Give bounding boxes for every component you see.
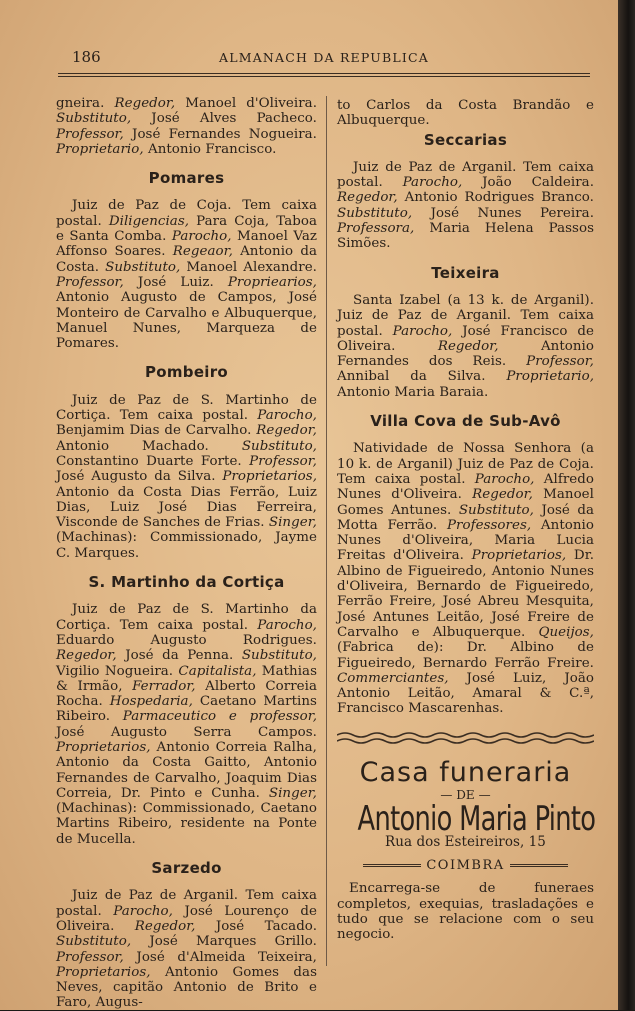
text-run: José da Motta Ferrão. [337, 502, 594, 533]
paragraph-villa-cova [337, 441, 594, 716]
text-run: Alberto Correia Rocha. [56, 678, 317, 710]
funeral-home-advertisement [337, 756, 596, 943]
text-run: Para Coja, Taboa e Santa Comba. [56, 213, 317, 245]
ad-city [337, 858, 594, 873]
role-label: Substituto, [105, 259, 181, 275]
text-run: Caetano Martins Ribeiro. [56, 694, 317, 725]
text-run: Benjamim Dias de Carvalho. [56, 423, 257, 439]
running-title: ALMANACH DA REPUBLICA [218, 50, 430, 65]
text-run: Mathias & Irmão, [56, 663, 317, 694]
text-run: José Augusto da Silva. [56, 469, 223, 485]
ornamental-divider [337, 729, 594, 747]
heading-pombeiro: Pombeiro [144, 363, 229, 382]
text-run: Natividade de Nossa Senhora (a 10 k. de Arganil) Juiz de Paz de Coja. Tem caixa postal. [337, 441, 594, 487]
paragraph-sarzedo [56, 888, 317, 1010]
role-label: Propriearios, [227, 274, 317, 290]
text-run: José Alves Pacheco. [131, 111, 317, 127]
page-header [58, 48, 590, 72]
ad-address: Rua dos Esteireiros, 15 [385, 833, 546, 850]
text-run: José Fernandes Nogueira. [123, 126, 317, 142]
text-run: Antonio da Costa. [56, 244, 318, 275]
text-run: Antonio Gomes das Neves, capitão Antonio de Brito e Faro, Augus- [56, 964, 317, 1011]
role-label: Regedor, [437, 338, 499, 354]
role-label: Professor, [56, 126, 124, 142]
role-label: Regedor, [256, 423, 317, 439]
text-run: Santa Izabel (a 13 k. de Arganil). Juiz de Paz de Arganil. Tem caixa postal. [337, 292, 594, 339]
heading-villa-cova: Villa Cova de Sub-Avô [370, 412, 561, 431]
role-label: Professor, [526, 354, 594, 370]
column-divider [326, 96, 327, 966]
role-label: Regedor, [56, 648, 117, 664]
role-label: Substituto, [458, 502, 534, 518]
heading-pomares: Pomares [148, 169, 225, 188]
book-spine-edge [618, 0, 635, 1010]
text-run: José Marques Grillo. [131, 934, 317, 950]
role-label: Diligencias, [108, 213, 190, 229]
text-run: Antonio Rodrigues Branco. [397, 190, 594, 206]
role-label: Parocho, [402, 175, 463, 191]
text-run: Juiz de Paz de Coja. Tem caixa postal. [56, 198, 317, 229]
role-label: Proprietarios, [56, 964, 151, 980]
page-number: 186 [72, 48, 101, 66]
role-label: Substituto, [241, 438, 317, 454]
role-label: Proprietario, [506, 369, 594, 385]
role-label: Parocho, [257, 617, 317, 633]
role-label: Substituto, [56, 934, 132, 950]
text-run: Vigilio Nogueira. [56, 663, 179, 679]
role-label: Professor, [56, 274, 124, 290]
role-label: Regedor, [114, 96, 176, 111]
role-label: Proprietarios, [471, 548, 567, 564]
text-run: Antonio da Costa Dias Ferrão, Luiz Dias, Luiz José Dias Ferreira, Visconde de Sanches de Frias. [56, 484, 317, 531]
right-column [337, 98, 594, 943]
text-run: José d'Almeida Teixeira, [123, 949, 317, 965]
text-run: José da Penna. [116, 648, 242, 664]
role-label: Parmaceutico e professor, [122, 709, 317, 725]
role-label: Proprietarios, [56, 739, 151, 755]
heading-sarzedo: Sarzedo [151, 859, 222, 878]
text-run: José Augusto Serra Campos. [56, 724, 317, 740]
role-label: Parocho, [113, 903, 173, 919]
text-run: Antonio Fernandes dos Reis. [337, 338, 594, 370]
paragraph-continuation-right [337, 98, 594, 129]
role-label: Regedor, [134, 918, 196, 934]
text-run: Antonio Machado. [56, 438, 242, 454]
paragraph-s-martinho [56, 602, 317, 847]
text-run: Dr. Albino de Figueiredo, Antonio Nunes d'Oliveira, Bernardo de Figueiredo, Ferrão Freire, José Abreu Mesquita, José Antunes Leitão, José Freire de Carvalho e Albuquerque. [337, 548, 594, 640]
text-run: Manoel Alexandre. [180, 259, 317, 275]
text-run: José Francisco de Oliveira. [337, 323, 594, 354]
text-run: José Lourenço de Oliveira. [56, 903, 317, 934]
text-run: Eduardo Augusto Rodrigues. [56, 632, 317, 648]
role-label: Commerciantes, [337, 670, 449, 686]
text-run: José Tacado. [195, 918, 317, 934]
role-label: Professor, [56, 949, 124, 965]
text-run: Juiz de Paz de Arganil. Tem caixa postal. [56, 888, 317, 919]
left-column [56, 96, 317, 1011]
role-label: Regedor, [472, 487, 533, 503]
text-run: Manoel d'Oliveira. [175, 96, 317, 111]
text-run: to Carlos da Costa Brandão e Albuquerque. [337, 98, 594, 129]
role-label: Substituto, [337, 205, 413, 221]
role-label: Parocho, [171, 229, 232, 245]
role-label: Professor, [249, 453, 317, 469]
paragraph-pomares [56, 198, 317, 351]
text-run: Antonio Nunes d'Oliveira, Maria Lucia Freitas d'Oliveira. [337, 517, 594, 564]
text-run: João Caldeira. [462, 175, 594, 191]
text-run: Antonio Correia Ralha, Antonio da Costa Gaitto, Antonio Fernandes de Carvalho, Joaquim Dias Correia, Dr. Pinto e Cunha. [56, 739, 317, 801]
text-run: Antonio Augusto de Campos, José Monteiro de Carvalho e Albuquerque, Manuel Nunes, Marqueza de Pomares. [56, 290, 317, 352]
role-label: Capitalista, [178, 663, 257, 679]
ad-city-label: COIMBRA [426, 858, 505, 874]
ad-proprietor-name: Antonio Maria Pinto [357, 798, 596, 839]
role-label: Proprietario, [56, 141, 144, 157]
role-label: Parocho, [474, 471, 535, 487]
text-run: Manoel Vaz Affonso Soares. [56, 229, 317, 260]
text-run: Maria Helena Passos Simões. [337, 221, 594, 252]
text-run: gneira. [56, 96, 115, 111]
ad-title: Casa funeraria [359, 756, 572, 788]
role-label: Ferrador, [132, 678, 196, 694]
role-label: Professores, [446, 517, 532, 533]
text-run: José Luiz. [123, 274, 228, 290]
role-label: Queijos, [538, 624, 594, 640]
text-run: Alfredo Nunes d'Oliveira. [337, 471, 594, 503]
paragraph-seccarias [337, 160, 594, 252]
role-label: Substituto, [241, 648, 317, 664]
paragraph-teixeira [337, 293, 594, 400]
text-run: José Luiz, João Antonio Leitão, Amaral & C.ª, Francisco Mascarenhas. [337, 670, 594, 717]
role-label: Professora, [337, 221, 415, 237]
text-run: Antonio Francisco. [143, 141, 277, 157]
text-run: Juiz de Paz de S. Martinho de Cortiça. Tem caixa postal. [56, 392, 317, 424]
role-label: Proprietarios, [222, 469, 317, 485]
role-label: Parocho, [257, 408, 317, 424]
role-label: Singer, [268, 785, 317, 801]
heading-teixeira: Teixeira [431, 263, 500, 282]
header-rule [58, 73, 590, 77]
text-run: Annibal da Silva. [337, 369, 507, 385]
text-run: (Fabrica de): Dr. Albino de Figueiredo, Bernardo Ferrão Freire. [337, 640, 594, 671]
ad-description: Encarrega-se de funeraes completos, exequias, trasladações e tudo que se relacione com o seu negocio. [337, 881, 594, 943]
ad-de: — DE — [440, 788, 491, 803]
heading-seccarias: Seccarias [423, 130, 508, 149]
role-label: Regedor, [337, 190, 398, 206]
text-run: (Machinas): Commissionado, Caetano Martins Ribeiro, residente na Ponte de Mucella. [56, 801, 317, 847]
heading-s-martinho: S. Martinho da Cortiça [88, 573, 285, 592]
text-run: Manoel Gomes Antunes. [337, 487, 594, 518]
role-label: Hospedaria, [109, 694, 193, 710]
role-label: Regeaor, [172, 244, 233, 260]
role-label: Singer, [268, 515, 317, 531]
text-run: Antonio Maria Baraia. [337, 384, 489, 400]
text-run: Constantino Duarte Forte. [56, 453, 250, 469]
text-run: Juiz de Paz de Arganil. Tem caixa postal. [337, 159, 594, 191]
role-label: Substituto, [56, 111, 132, 127]
text-run: Juiz de Paz de S. Martinho da Cortiça. Tem caixa postal. [56, 602, 317, 633]
paragraph-pombeiro [56, 393, 317, 561]
text-run: José Nunes Pereira. [412, 205, 594, 221]
role-label: Parocho, [392, 323, 453, 339]
text-run: (Machinas): Commissionado, Jayme C. Marques. [56, 530, 317, 561]
paragraph-continuation [56, 96, 317, 157]
